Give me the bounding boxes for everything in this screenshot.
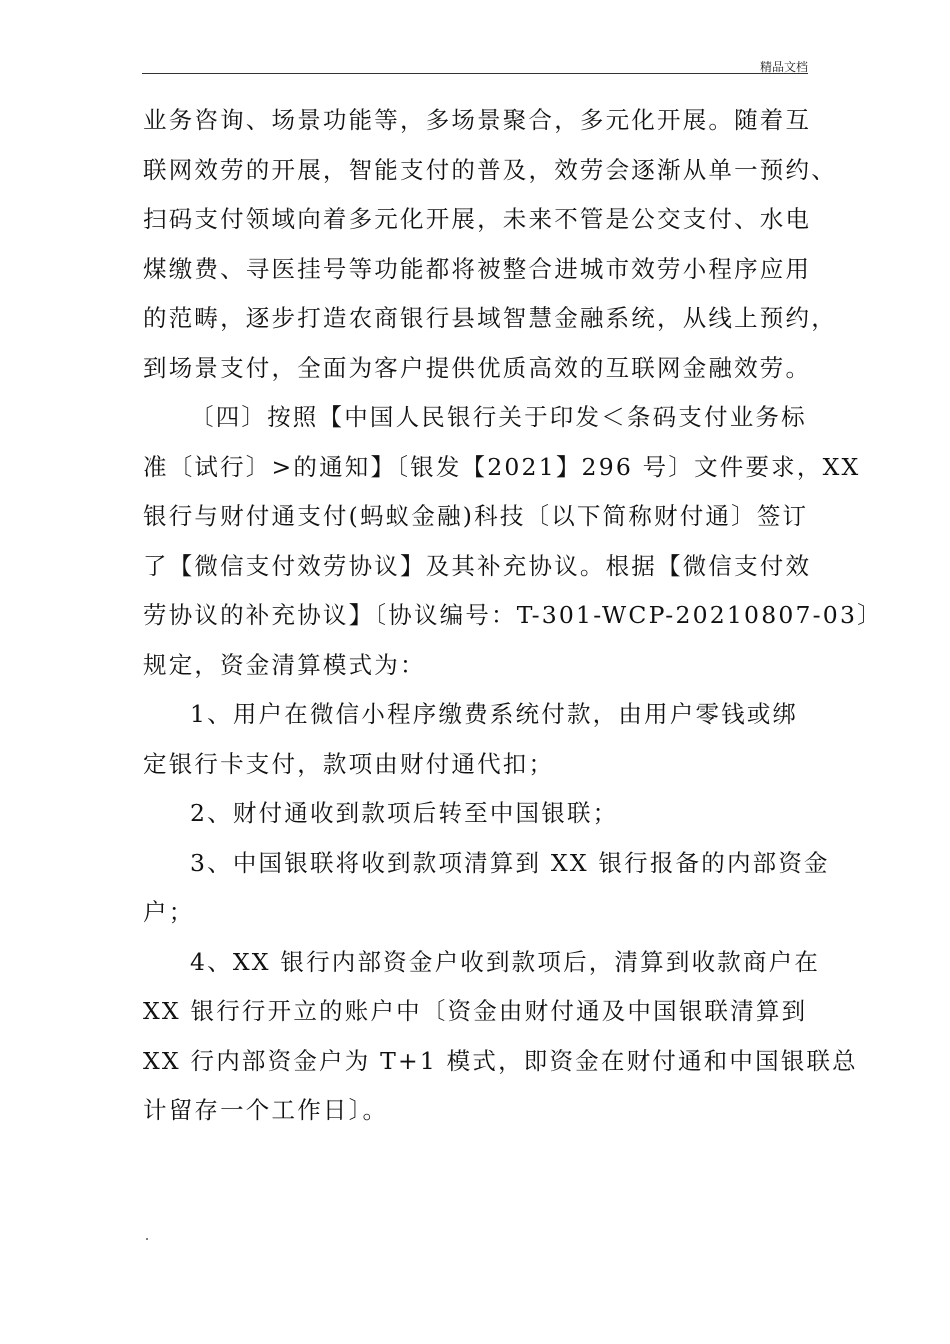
list-item-line: 4、XX 银行内部资金户收到款项后，清算到收款商户在 (190, 947, 821, 976)
body-line: 银行与财付通支付(蚂蚁金融)科技〔以下简称财付通〕签订 (143, 502, 809, 530)
list-item-line: 3、中国银联将收到款项清算到 XX 银行报备的内部资金 (190, 848, 830, 877)
body-line: 准〔试行〕>的通知】〔银发【2021】296 号〕文件要求，XX (143, 452, 861, 481)
footer-dot (146, 1238, 148, 1240)
body-line: 规定，资金清算模式为： (143, 650, 426, 679)
body-line: 了【微信支付效劳协议】及其补充协议。根据【微信支付效 (143, 551, 812, 580)
body-line: 计留存一个工作日〕。 (143, 1096, 389, 1124)
document-body (143, 96, 883, 1136)
body-line: 劳协议的补充协议】〔协议编号：T-301-WCP-20210807-03〕 (143, 601, 883, 629)
section-heading-line: 〔四〕按照【中国人民银行关于印发＜条码支付业务标 (190, 403, 807, 431)
list-item-line: 1、用户在微信小程序缴费系统付款，由用户零钱或绑 (190, 700, 799, 728)
list-item-line: 2、财付通收到款项后转至中国银联； (190, 799, 619, 827)
body-line: 联网效劳的开展，智能支付的普及，效劳会逐渐从单一预约、 (143, 155, 837, 184)
body-line: XX 银行行开立的账户中〔资金由财付通及中国银联清算到 (143, 997, 808, 1025)
page-header-label: 精品文档 (759, 60, 808, 74)
body-line: 户； (143, 898, 195, 926)
body-line: 到场景支付，全面为客户提供优质高效的互联网金融效劳。 (143, 353, 812, 382)
body-line: XX 行内部资金户为 T+1 模式，即资金在财付通和中国银联总 (143, 1046, 858, 1075)
header-divider (142, 73, 808, 74)
body-line: 业务咨询、场景功能等，多场景聚合，多元化开展。随着互 (143, 106, 812, 134)
body-line: 的范畴，逐步打造农商银行县域智慧金融系统，从线上预约， (143, 304, 837, 332)
body-line: 定银行卡支付，款项由财付通代扣； (143, 749, 555, 778)
body-line: 扫码支付领域向着多元化开展，未来不管是公交支付、水电 (143, 205, 812, 233)
body-line: 煤缴费、寻医挂号等功能都将被整合进城市效劳小程序应用 (143, 254, 812, 283)
